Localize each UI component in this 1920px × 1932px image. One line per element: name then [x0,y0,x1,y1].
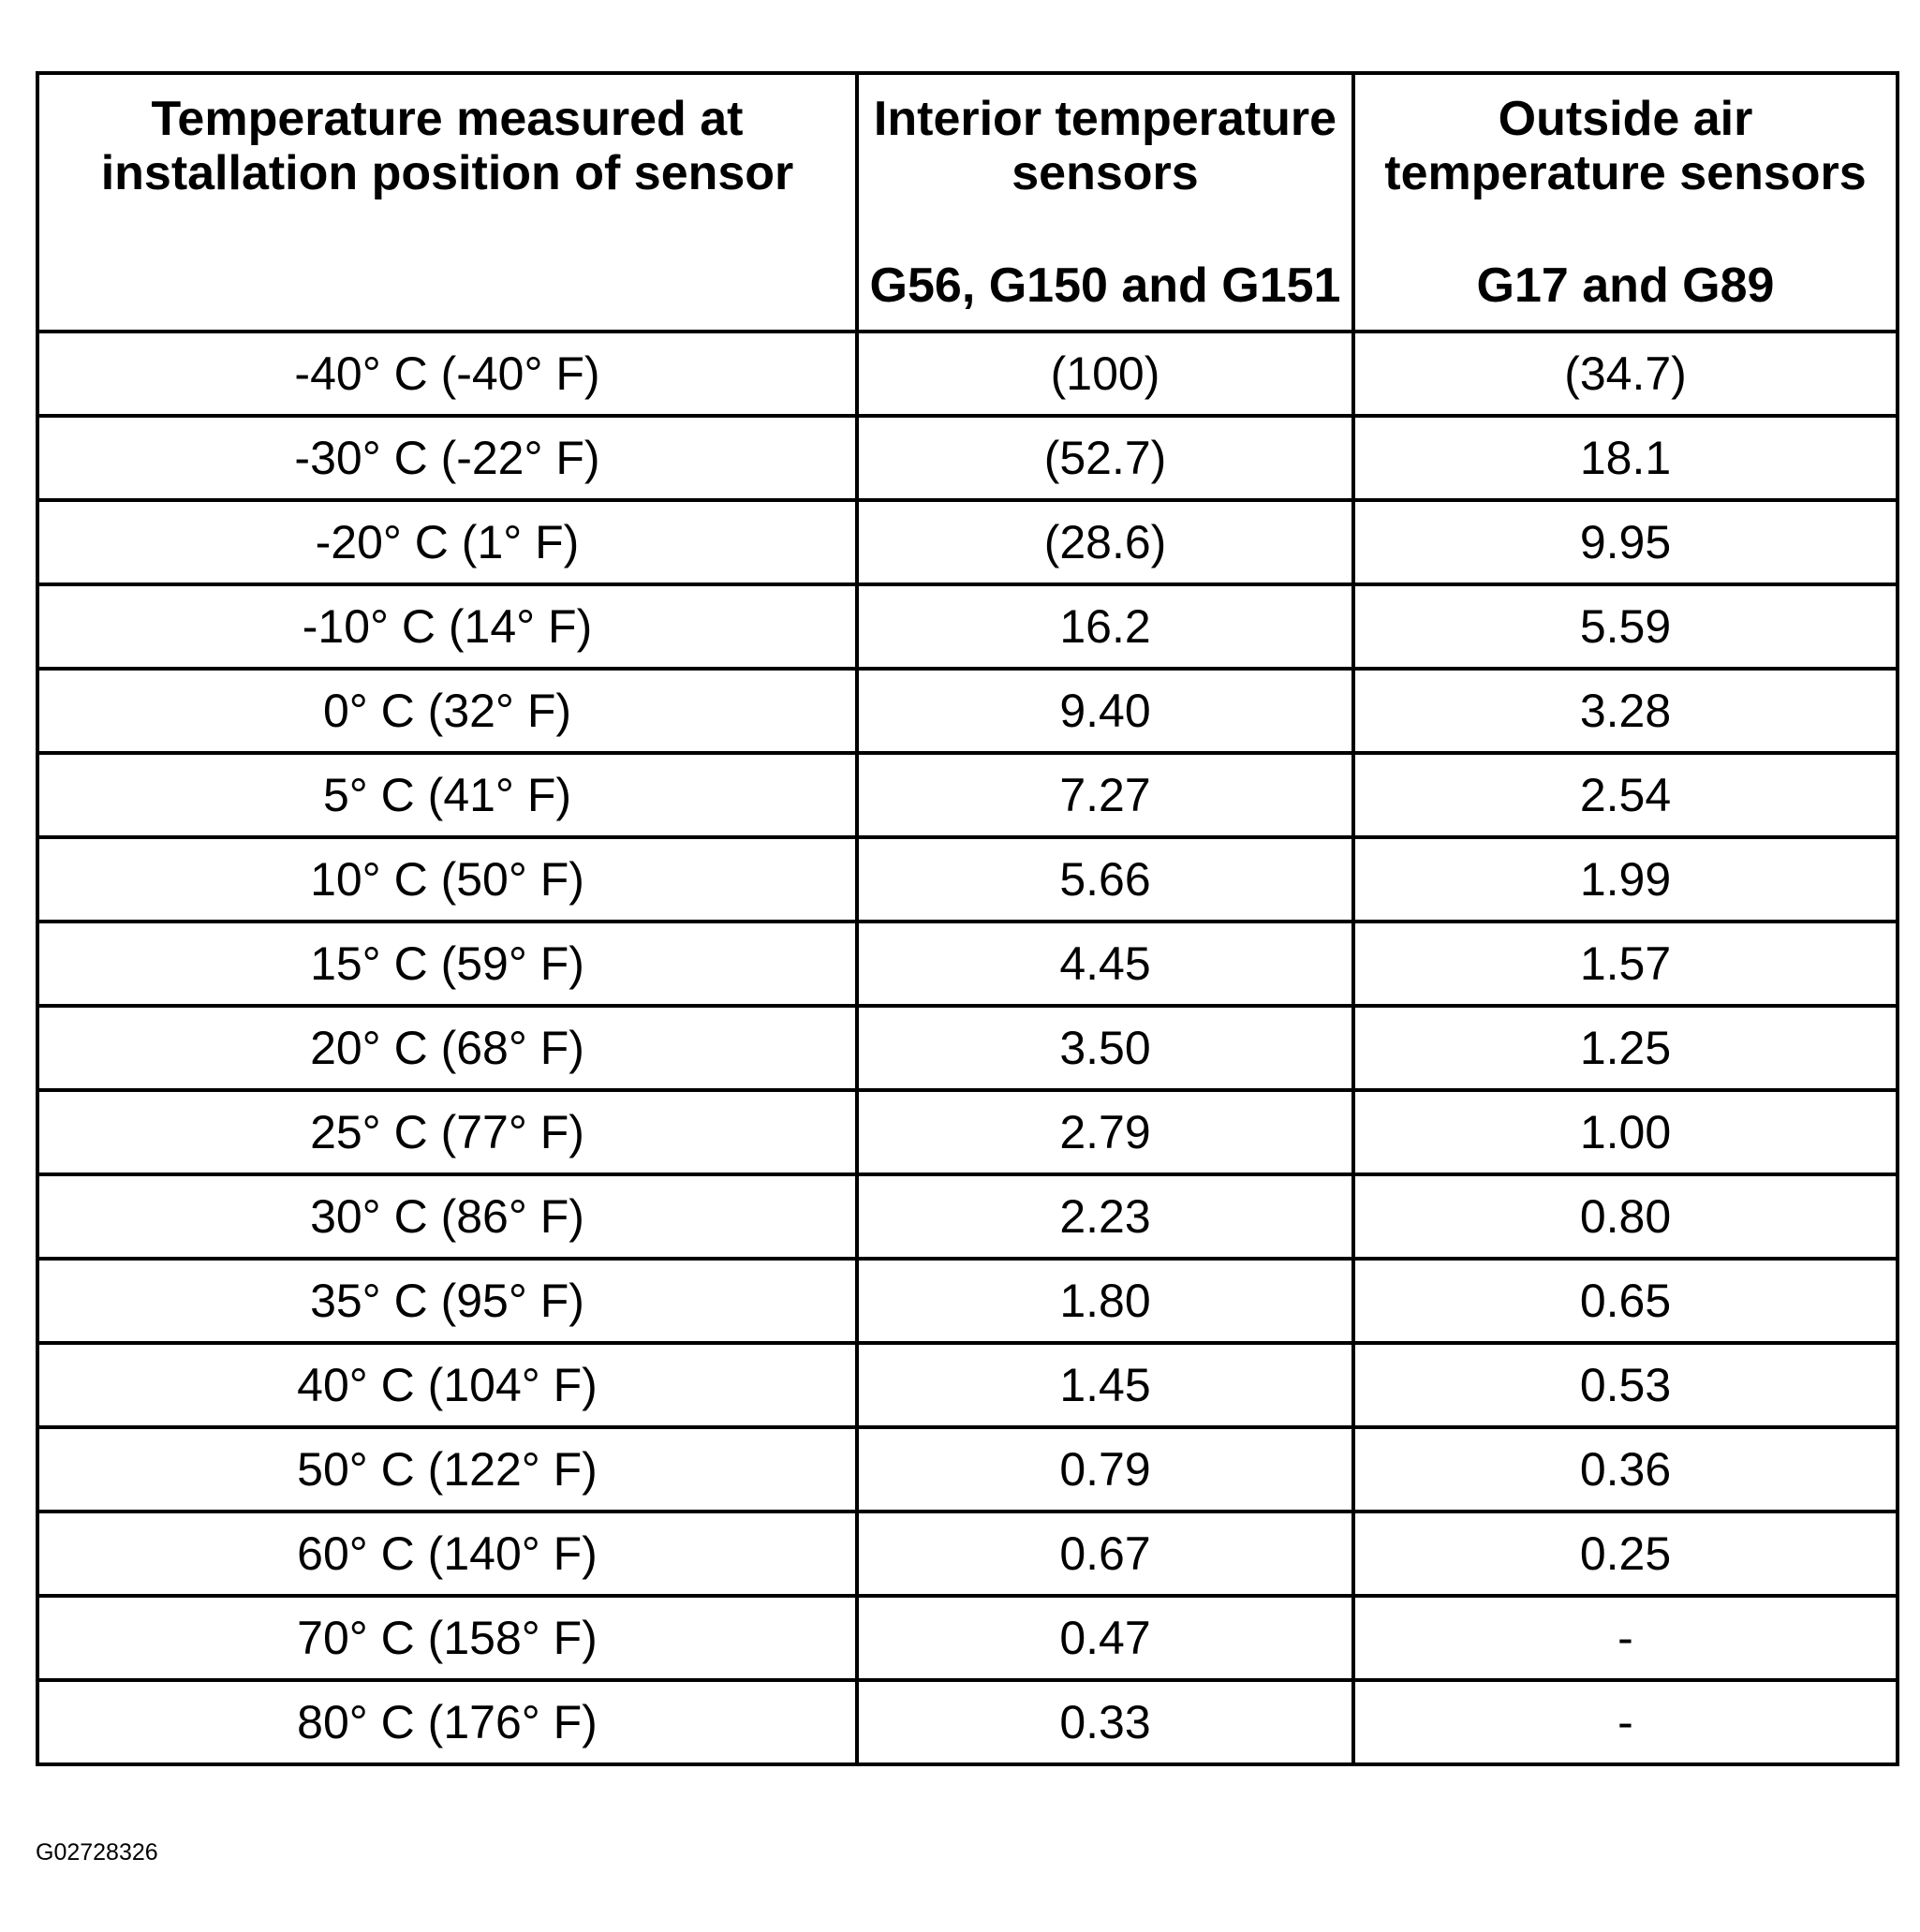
cell-outside-value: - [1353,1680,1898,1764]
cell-temperature: -20° C (1° F) [37,500,857,584]
header-sensor-codes: G17 and G89 [1476,258,1775,313]
table-row [37,332,1898,416]
cell-interior-value: (52.7) [857,416,1353,500]
table-body [37,332,1898,1764]
header-title-line: Interior temperature [873,92,1337,146]
table-row [37,1343,1898,1427]
table-row [37,922,1898,1006]
cell-outside-value: 1.25 [1353,1006,1898,1090]
table-row [37,1006,1898,1090]
cell-interior-value: 9.40 [857,669,1353,753]
header-title-line: Temperature measured at [151,92,744,146]
cell-outside-value: 0.36 [1353,1427,1898,1512]
table-row [37,753,1898,837]
cell-interior-value: (100) [857,332,1353,416]
cell-outside-value: 2.54 [1353,753,1898,837]
table-row [37,1596,1898,1680]
cell-interior-value: 7.27 [857,753,1353,837]
cell-temperature: 60° C (140° F) [37,1512,857,1596]
cell-temperature: 35° C (95° F) [37,1259,857,1343]
cell-interior-value: 5.66 [857,837,1353,922]
cell-outside-value: 1.00 [1353,1090,1898,1174]
header-interior-sensors [857,73,1353,332]
table-row [37,1427,1898,1512]
table-row [37,500,1898,584]
header-title-line: sensors [1012,146,1199,200]
sensor-resistance-sheet [36,71,1896,1766]
table-row [37,837,1898,922]
table-row [37,1680,1898,1764]
table-row [37,1090,1898,1174]
cell-temperature: 20° C (68° F) [37,1006,857,1090]
header-title-line: temperature sensors [1384,146,1867,200]
cell-outside-value: 18.1 [1353,416,1898,500]
cell-temperature: 50° C (122° F) [37,1427,857,1512]
cell-outside-value: 3.28 [1353,669,1898,753]
table-row [37,1512,1898,1596]
cell-temperature: 70° C (158° F) [37,1596,857,1680]
cell-temperature: 10° C (50° F) [37,837,857,922]
cell-outside-value: 0.25 [1353,1512,1898,1596]
cell-interior-value: 0.67 [857,1512,1353,1596]
header-outside-air-sensors [1353,73,1898,332]
cell-temperature: 0° C (32° F) [37,669,857,753]
table-row [37,669,1898,753]
cell-outside-value: (34.7) [1353,332,1898,416]
header-sensor-codes: G56, G150 and G151 [869,258,1341,313]
cell-temperature: 5° C (41° F) [37,753,857,837]
cell-temperature: 15° C (59° F) [37,922,857,1006]
cell-temperature: 40° C (104° F) [37,1343,857,1427]
cell-outside-value: 0.80 [1353,1174,1898,1259]
cell-temperature: -30° C (-22° F) [37,416,857,500]
cell-interior-value: (28.6) [857,500,1353,584]
cell-outside-value: 1.99 [1353,837,1898,922]
cell-interior-value: 0.33 [857,1680,1353,1764]
header-title-line: Outside air [1498,92,1753,146]
cell-interior-value: 3.50 [857,1006,1353,1090]
table-row [37,1174,1898,1259]
cell-outside-value: 1.57 [1353,922,1898,1006]
temperature-sensor-table [36,71,1899,1766]
cell-outside-value: 9.95 [1353,500,1898,584]
table-row [37,584,1898,669]
cell-interior-value: 0.47 [857,1596,1353,1680]
cell-interior-value: 16.2 [857,584,1353,669]
cell-temperature: 25° C (77° F) [37,1090,857,1174]
figure-id: G02728326 [36,1839,158,1866]
table-row [37,416,1898,500]
cell-outside-value: 0.65 [1353,1259,1898,1343]
cell-interior-value: 0.79 [857,1427,1353,1512]
cell-outside-value: 0.53 [1353,1343,1898,1427]
cell-interior-value: 2.23 [857,1174,1353,1259]
cell-outside-value: 5.59 [1353,584,1898,669]
table-header-row [37,73,1898,332]
cell-temperature: -10° C (14° F) [37,584,857,669]
cell-temperature: 80° C (176° F) [37,1680,857,1764]
cell-temperature: -40° C (-40° F) [37,332,857,416]
cell-interior-value: 1.80 [857,1259,1353,1343]
cell-outside-value: - [1353,1596,1898,1680]
cell-temperature: 30° C (86° F) [37,1174,857,1259]
cell-interior-value: 1.45 [857,1343,1353,1427]
table-row [37,1259,1898,1343]
cell-interior-value: 2.79 [857,1090,1353,1174]
header-measured-temperature [37,73,857,332]
cell-interior-value: 4.45 [857,922,1353,1006]
header-title-line: installation position of sensor [100,146,794,200]
